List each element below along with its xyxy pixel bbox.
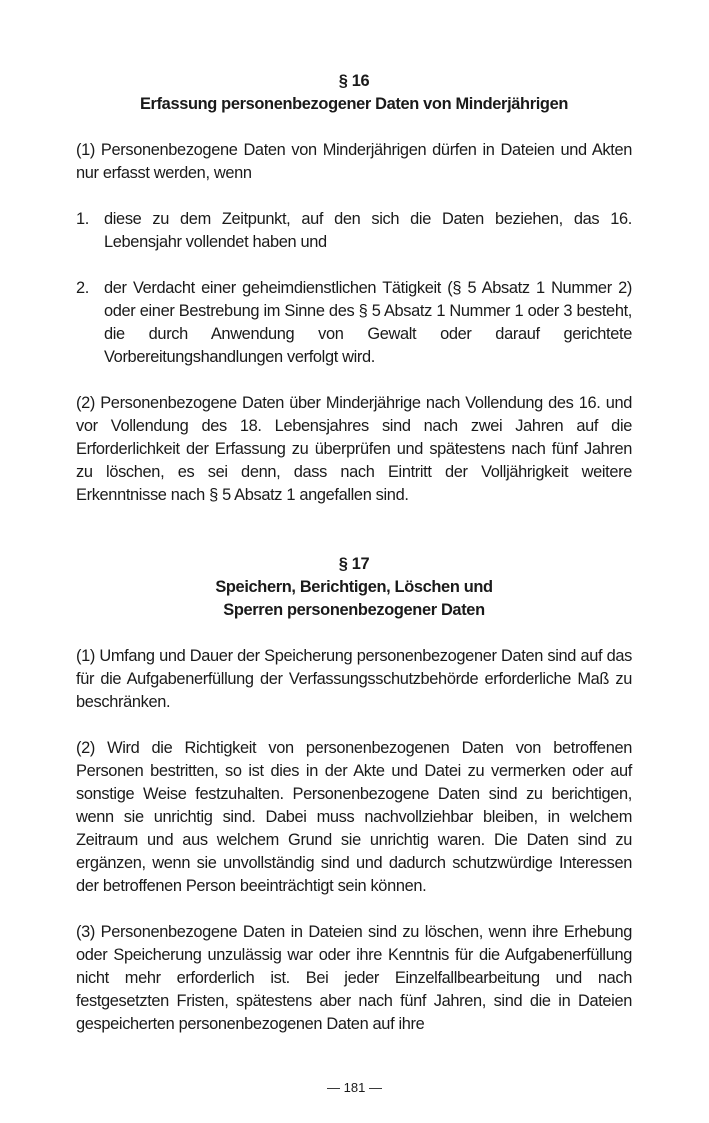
section-17-paragraph-1: (1) Umfang und Dauer der Speicherung personenbezogener Daten sind auf das für die Aufgabenerfüllung der Verfassungsschutzbehörde erforderliche Maß zu beschränken. <box>76 647 632 711</box>
list-item-text: diese zu dem Zeitpunkt, auf den sich die Daten beziehen, das 16. Lebensjahr vollendet haben und <box>104 210 632 251</box>
section-17-heading <box>76 553 632 622</box>
section-17-title-line-2: Sperren personenbezogener Daten <box>223 601 485 619</box>
section-16-paragraph-1: (1) Personenbezogene Daten von Minderjährigen dürfen in Dateien und Akten nur erfasst werden, wenn <box>76 141 632 182</box>
document-page <box>76 70 632 1036</box>
section-17-paragraph-2: (2) Wird die Richtigkeit von personenbezogenen Daten von betroffenen Personen bestritten, so ist dies in der Akte und Datei zu vermerken oder auf sonstige Weise festzuhalten. Personenbezogene Daten sind zu berichtigen, wenn sie unrichtig sind. Dabei muss nachvollziehbar bleiben, in welchem Zeitraum und aus welchem Grund sie unrichtig waren. Die Daten sind zu ergänzen, wenn sie unvollständig sind und dadurch schutzwürdige Interessen der betroffenen Person beeinträchtigt sein können. <box>76 739 632 895</box>
section-16-heading <box>76 70 632 116</box>
section-16-paragraph-2: (2) Personenbezogene Daten über Minderjährige nach Vollendung des 16. und vor Vollendung des 18. Lebensjahres sind nach zwei Jahren auf die Erforderlichkeit der Erfassung zu überprüfen und spätestens nach fünf Jahren zu löschen, es sei denn, dass nach Eintritt der Volljährigkeit weitere Erkenntnisse nach § 5 Absatz 1 angefallen sind. <box>76 394 632 504</box>
list-item-text: der Verdacht einer geheimdienstlichen Tätigkeit (§ 5 Absatz 1 Nummer 2) oder einer Bestrebung im Sinne des § 5 Absatz 1 Nummer 1 oder 3 besteht, die durch Anwendung von Gewalt oder darauf gerichtete Vorbereitungshandlungen verfolgt wird. <box>104 279 632 366</box>
section-17-paragraph-3: (3) Personenbezogene Daten in Dateien sind zu löschen, wenn ihre Erhebung oder Speicherung unzulässig war oder ihre Kenntnis für die Aufgabenerfüllung nicht mehr erforderlich ist. Bei jeder Einzelfallbearbeitung und nach festgesetzten Fristen, spätestens aber nach fünf Jahren, sind die in Dateien gespeicherten personenbezogenen Daten auf ihre <box>76 923 632 1033</box>
page-number: — 181 — <box>327 1080 382 1095</box>
section-17-number: § 17 <box>338 555 370 573</box>
list-item-number: 1. <box>76 210 89 228</box>
section-16-number: § 16 <box>338 72 370 90</box>
list-item-number: 2. <box>76 279 89 297</box>
list-item <box>76 208 632 254</box>
list-item <box>76 277 632 369</box>
section-16-title: Erfassung personenbezogener Daten von Minderjährigen <box>139 95 569 113</box>
section-17-title-line-1: Speichern, Berichtigen, Löschen und <box>215 578 493 596</box>
